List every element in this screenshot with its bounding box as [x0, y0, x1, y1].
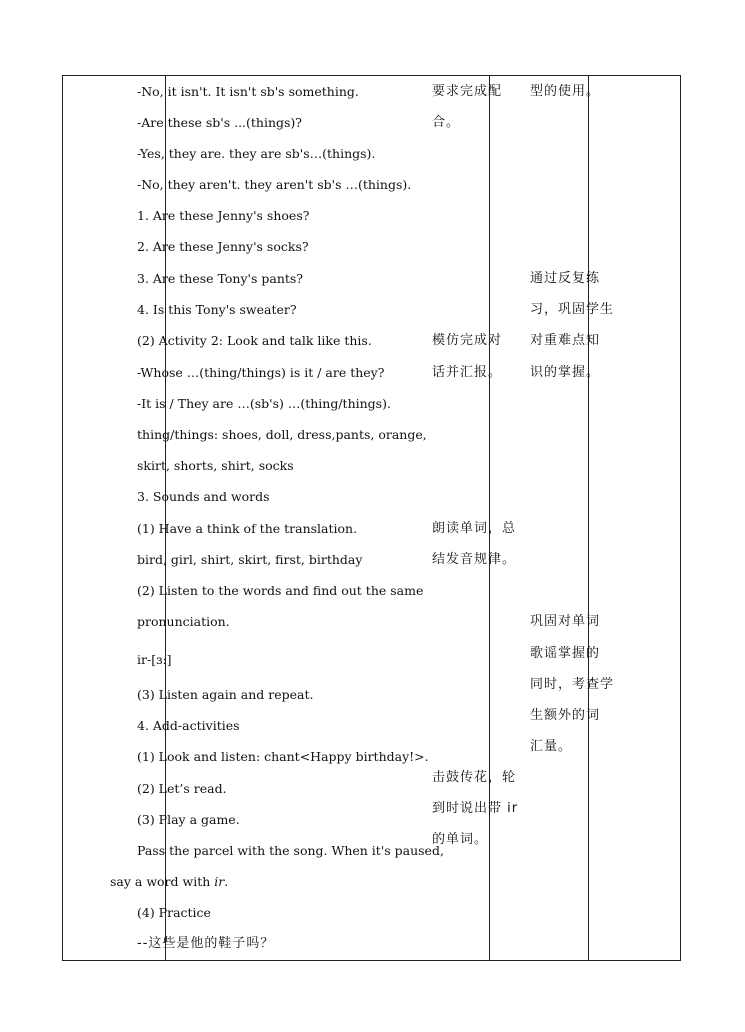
procedure-line: -It is / They are …(sb's) …(thing/things).: [137, 396, 391, 411]
design-intent-line: 巩固对单词: [530, 614, 601, 629]
section-heading: 3. Sounds and words: [137, 489, 270, 504]
student-activity-line: 合。: [432, 115, 461, 130]
student-activity-line: 结发音规律。: [432, 552, 517, 567]
student-activity-line: 模仿完成对: [432, 333, 503, 348]
procedure-line: 1. Are these Jenny's shoes?: [137, 208, 310, 223]
procedure-line: (2) Activity 2: Look and talk like this.: [137, 333, 372, 348]
design-intent-line: 歌谣掌握的: [530, 646, 601, 661]
design-intent-line: 生额外的词: [530, 708, 601, 723]
design-intent-line: 同时，考查学: [530, 677, 615, 692]
procedure-line: -Are these sb's ...(things)?: [137, 115, 303, 130]
student-activity-line: 到时说出带 ir: [432, 801, 519, 816]
procedure-line: (2) Listen to the words and find out the same: [137, 583, 424, 598]
procedure-line: 3. Are these Tony's pants?: [137, 271, 304, 286]
procedure-line: thing/things: shoes, doll, dress,pants, orange,: [137, 427, 427, 442]
design-intent-line: 识的掌握。: [530, 365, 601, 380]
procedure-line: say a word with ir.: [110, 874, 229, 889]
procedure-line: (3) Play a game.: [137, 812, 240, 827]
design-intent-line: 对重难点知: [530, 333, 601, 348]
procedure-line: 2. Are these Jenny's socks?: [137, 239, 309, 254]
procedure-line: --这些是他的鞋子吗？: [137, 936, 275, 951]
section-heading: 4. Add-activities: [137, 718, 240, 733]
procedure-line: bird, girl, shirt, skirt, first, birthday: [137, 552, 363, 567]
student-activity-line: 朗读单词，总: [432, 521, 517, 536]
procedure-line: -Yes, they are. they are sb's…(things).: [137, 146, 376, 161]
design-intent-line: 汇量。: [530, 739, 573, 754]
procedure-line: (3) Listen again and repeat.: [137, 687, 314, 702]
procedure-line: -No, it isn't. It isn't sb's something.: [137, 84, 359, 99]
design-intent-line: 通过反复练: [530, 271, 601, 286]
student-activity-line: 击鼓传花，轮: [432, 770, 517, 785]
column-divider: [489, 76, 490, 960]
procedure-line: (1) Look and listen: chant<Happy birthday!>.: [137, 749, 429, 764]
ir-italic: ir: [214, 874, 225, 889]
procedure-line: -Whose …(thing/things) is it / are they?: [137, 365, 385, 380]
design-intent-line: 习，巩固学生: [530, 302, 615, 317]
procedure-line: pronunciation.: [137, 614, 230, 629]
student-activity-line: 的单词。: [432, 832, 489, 847]
procedure-line: (1) Have a think of the translation.: [137, 521, 358, 536]
procedure-line: (4) Practice: [137, 905, 211, 920]
procedure-text: say a word with: [110, 874, 211, 889]
design-intent-line: 型的使用。: [530, 84, 601, 99]
phonetic-line: ir-[ɜː]: [137, 652, 172, 667]
procedure-line: 4. Is this Tony's sweater?: [137, 302, 297, 317]
column-divider: [588, 76, 589, 960]
procedure-line: Pass the parcel with the song. When it's paused,: [137, 843, 444, 858]
student-activity-line: 要求完成配: [432, 84, 503, 99]
procedure-line: -No, they aren't. they aren't sb's …(things).: [137, 177, 412, 192]
student-activity-line: 话并汇报。: [432, 365, 503, 380]
procedure-line: (2) Let’s read.: [137, 781, 227, 796]
procedure-line: skirt, shorts, shirt, socks: [137, 458, 294, 473]
